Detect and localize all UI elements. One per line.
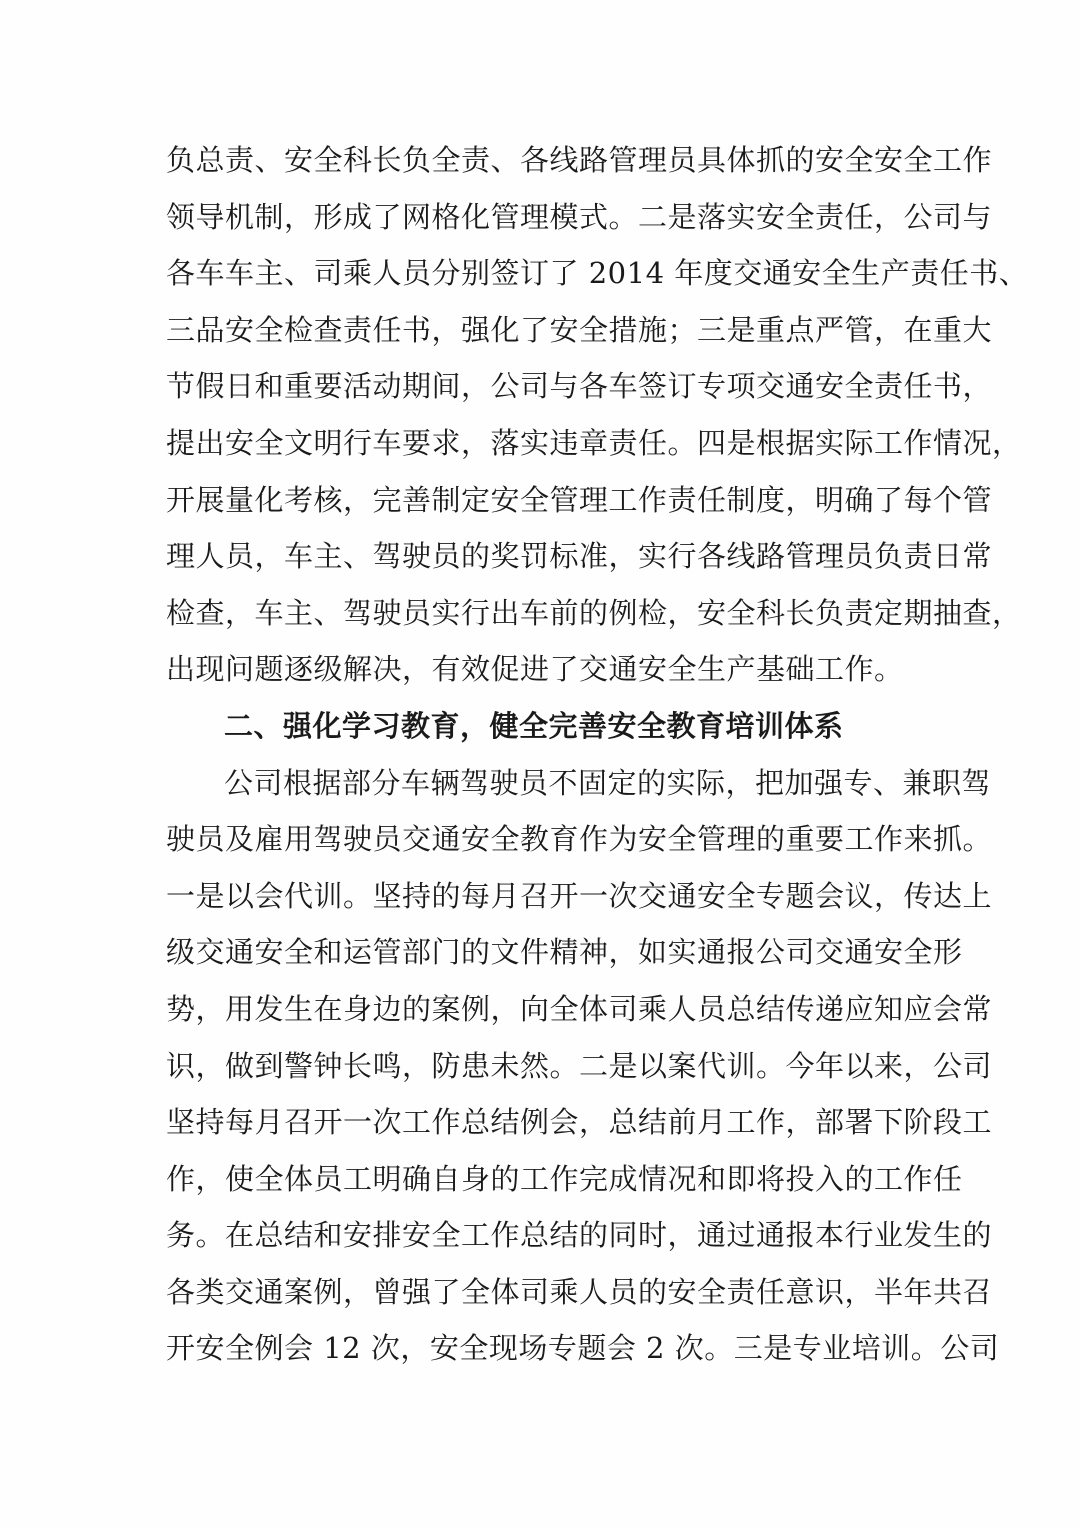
text-line: 开安全例会 12 次，安全现场专题会 2 次。三是专业培训。公司 <box>166 1331 1000 1366</box>
text-line: 各类交通案例，曾强了全体司乘人员的安全责任意识，半年共召 <box>166 1274 993 1309</box>
text-line: 检查，车主、驾驶员实行出车前的例检，安全科长负责定期抽查， <box>166 595 1022 630</box>
text-line: 作，使全体员工明确自身的工作完成情况和即将投入的工作任 <box>166 1161 963 1196</box>
text-line: 级交通安全和运管部门的文件精神，如实通报公司交通安全形 <box>166 935 963 970</box>
text-line: 负总责、安全科长负全责、各线路管理员具体抓的安全安全工作 <box>166 143 993 177</box>
text-line: 三品安全检查责任书，强化了安全措施；三是重点严管，在重大 <box>166 312 993 347</box>
text-line: 开展量化考核，完善制定安全管理工作责任制度，明确了每个管 <box>166 482 993 517</box>
text-line: 坚持每月召开一次工作总结例会，总结前月工作，部署下阶段工 <box>166 1105 993 1140</box>
text-line: 驶员及雇用驾驶员交通安全教育作为安全管理的重要工作来抓。 <box>166 822 993 857</box>
document-body <box>166 132 1029 1377</box>
text-line: 出现问题逐级解决，有效促进了交通安全生产基础工作。 <box>166 652 904 687</box>
paragraph-1 <box>166 132 1029 698</box>
section-heading: 二、强化学习教育，健全完善安全教育培训体系 <box>224 708 844 743</box>
text-line: 识，做到警钟长鸣，防患未然。二是以案代训。今年以来，公司 <box>166 1048 993 1083</box>
text-line: 务。在总结和安排安全工作总结的同时，通过通报本行业发生的 <box>166 1218 993 1253</box>
paragraph-2 <box>166 755 1000 1378</box>
text-line: 提出安全文明行车要求，落实违章责任。四是根据实际工作情况， <box>166 425 1022 460</box>
text-line: 领导机制，形成了网格化管理模式。二是落实安全责任，公司与 <box>166 199 993 234</box>
text-line: 理人员，车主、驾驶员的奖罚标准，实行各线路管理员负责日常 <box>166 539 993 574</box>
text-line: 公司根据部分车辆驾驶员不固定的实际，把加强专、兼职驾 <box>224 765 992 800</box>
text-line: 一是以会代训。坚持的每月召开一次交通安全专题会议，传达上 <box>166 878 993 913</box>
text-line: 各车车主、司乘人员分别签订了 2014 年度交通安全生产责任书、 <box>166 256 1029 291</box>
text-line: 节假日和重要活动期间，公司与各车签订专项交通安全责任书， <box>166 369 993 404</box>
text-line: 势，用发生在身边的案例，向全体司乘人员总结传递应知应会常 <box>166 991 993 1026</box>
